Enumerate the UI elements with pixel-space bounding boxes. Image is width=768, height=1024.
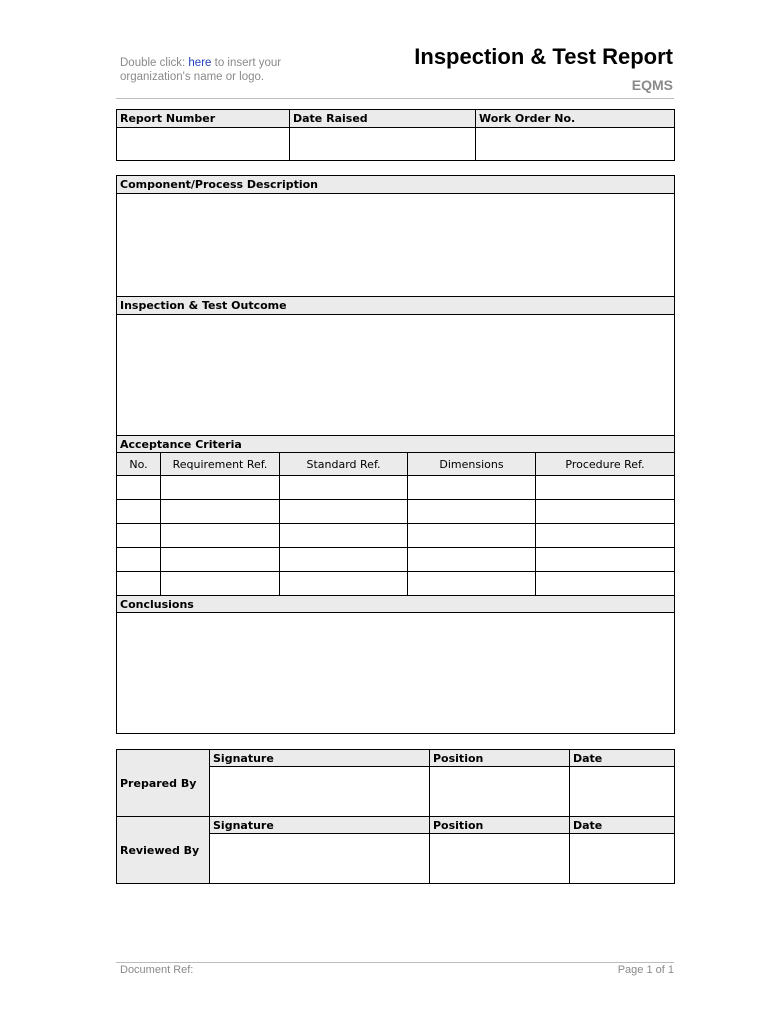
reviewed-date-field[interactable] [570,834,675,884]
work-order-field[interactable] [476,128,675,161]
page-subtitle: EQMS [631,77,673,93]
reviewed-signature-label: Signature [210,817,430,834]
footer-divider [116,962,674,963]
col-header-standard-ref: Standard Ref. [280,453,408,476]
table-row [117,572,675,596]
page-number: Page 1 of 1 [617,964,674,976]
logo-suffix: to insert your [214,57,282,69]
table-cell[interactable] [536,572,675,596]
table-cell[interactable] [536,476,675,500]
criteria-header-row [117,453,675,476]
table-cell[interactable] [408,524,536,548]
table-cell[interactable] [536,524,675,548]
col-header-procedure-ref: Procedure Ref. [536,453,675,476]
prepared-date-label: Date [570,750,675,767]
header-divider [116,98,674,99]
table-cell[interactable] [280,524,408,548]
table-cell[interactable] [117,524,161,548]
table-cell[interactable] [161,500,280,524]
prepared-date-field[interactable] [570,767,675,817]
date-raised-label: Date Raised [290,110,476,128]
date-raised-field[interactable] [290,128,476,161]
prepared-signature-field[interactable] [210,767,430,817]
reviewed-position-field[interactable] [430,834,570,884]
test-outcome-field[interactable] [117,315,675,436]
table-cell[interactable] [536,500,675,524]
table-cell[interactable] [408,500,536,524]
report-number-label: Report Number [117,110,290,128]
table-cell[interactable] [161,572,280,596]
table-cell[interactable] [280,500,408,524]
table-cell[interactable] [280,476,408,500]
logo-prefix: Double click: [120,57,186,69]
logo-insert-link[interactable]: here [188,57,212,69]
test-outcome-heading: Inspection & Test Outcome [117,297,675,315]
reviewed-by-label: Reviewed By [117,817,210,884]
col-header-no: No. [117,453,161,476]
table-cell[interactable] [161,476,280,500]
table-row [117,476,675,500]
table-cell[interactable] [536,548,675,572]
prepared-position-field[interactable] [430,767,570,817]
signoff-table [116,749,675,884]
table-cell[interactable] [280,548,408,572]
main-form-table [116,175,675,734]
table-cell[interactable] [408,572,536,596]
document-ref: Document Ref: [120,964,194,976]
logo-line2: organization's name or logo. [120,71,265,83]
component-description-heading: Component/Process Description [117,176,675,194]
table-row [117,548,675,572]
conclusions-heading: Conclusions [117,596,675,613]
table-cell[interactable] [408,476,536,500]
logo-placeholder[interactable] [120,56,320,84]
col-header-requirement-ref: Requirement Ref. [161,453,280,476]
report-info-table [116,109,675,161]
prepared-signature-label: Signature [210,750,430,767]
table-cell[interactable] [117,572,161,596]
prepared-position-label: Position [430,750,570,767]
table-cell[interactable] [161,548,280,572]
col-header-dimensions: Dimensions [408,453,536,476]
report-number-field[interactable] [117,128,290,161]
reviewed-position-label: Position [430,817,570,834]
table-cell[interactable] [161,524,280,548]
acceptance-criteria-heading: Acceptance Criteria [117,436,675,453]
work-order-label: Work Order No. [476,110,675,128]
reviewed-signature-field[interactable] [210,834,430,884]
table-cell[interactable] [117,500,161,524]
table-cell[interactable] [408,548,536,572]
table-cell[interactable] [280,572,408,596]
conclusions-field[interactable] [117,613,675,734]
table-row [117,524,675,548]
page-title: Inspection & Test Report [414,44,673,69]
prepared-by-label: Prepared By [117,750,210,817]
table-cell[interactable] [117,548,161,572]
reviewed-date-label: Date [570,817,675,834]
table-row [117,500,675,524]
component-description-field[interactable] [117,194,675,297]
table-cell[interactable] [117,476,161,500]
